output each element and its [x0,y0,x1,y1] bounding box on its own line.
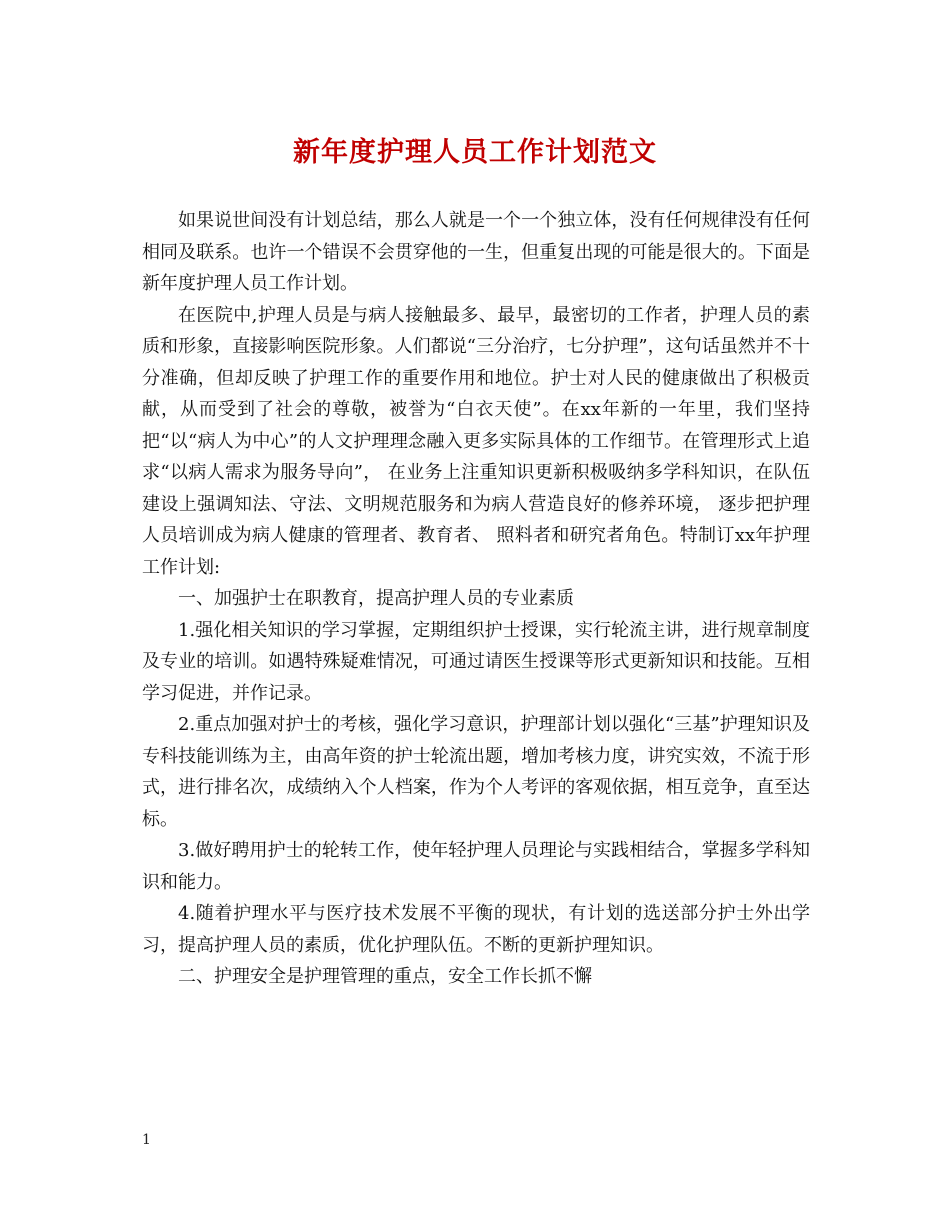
list-item-4: 4.随着护理水平与医疗技术发展不平衡的现状，有计划的选送部分护士外出学习，提高护理人员的素质，优化护理队伍。不断的更新护理知识。 [142,903,810,956]
page-number: 1 [142,1132,151,1148]
document-title: 新年度护理人员工作计划范文 [293,137,657,168]
section-heading-2: 二、护理安全是护理管理的重点，安全工作长抓不懈 [178,966,592,987]
list-item-3: 3.做好聘用护士的轮转工作，使年轻护理人员理论与实践相结合，掌握多学科知识和能力。 [142,840,810,893]
list-item-2: 2.重点加强对护士的考核，强化学习意识，护理部计划以强化“三基”护理知识及专科技能训练为主，由高年资的护士轮流出题，增加考核力度，讲究实效，不流于形式，进行排名次，成绩纳入个人档案，作为个人考评的客观依据，相互竞争，直至达标。 [142,714,810,830]
document-body [142,205,810,993]
section-heading-1: 一、加强护士在职教育，提高护理人员的专业素质 [178,588,574,609]
list-item-1: 1.强化相关知识的学习掌握，定期组织护士授课，实行轮流主讲，进行规章制度及专业的培训。如遇特殊疑难情况，可通过请医生授课等形式更新知识和技能。互相学习促进，并作记录。 [142,619,810,704]
paragraph-intro: 如果说世间没有计划总结，那么人就是一个一个独立体，没有任何规律没有任何相同及联系。也许一个错误不会贯穿他的一生，但重复出现的可能是很大的。下面是新年度护理人员工作计划。 [142,210,810,294]
paragraph-background: 在医院中,护理人员是与病人接触最多、最早，最密切的工作者，护理人员的素质和形象，直接影响医院形象。人们都说“三分治疗，七分护理”，这句话虽然并不十分准确，但却反映了护理工作的重要作用和地位。护士对人民的健康做出了积极贡献，从而受到了社会的尊敬，被誉为“白衣天使”。在xx年新的一年里，我们坚持把“以“病人为中心”的人文护理理念融入更多实际具体的工作细节。在管理形式上追求“以病人需求为服务导向”， 在业务上注重知识更新积极吸纳多学科知识，在队伍建设上强调知法、守法、文明规范服务和为病人营造良好的修养环境， 逐步把护理人员培训成为病人健康的管理者、教育者、 照料者和研究者角色。特制订xx年护理工作计划: [142,304,810,578]
